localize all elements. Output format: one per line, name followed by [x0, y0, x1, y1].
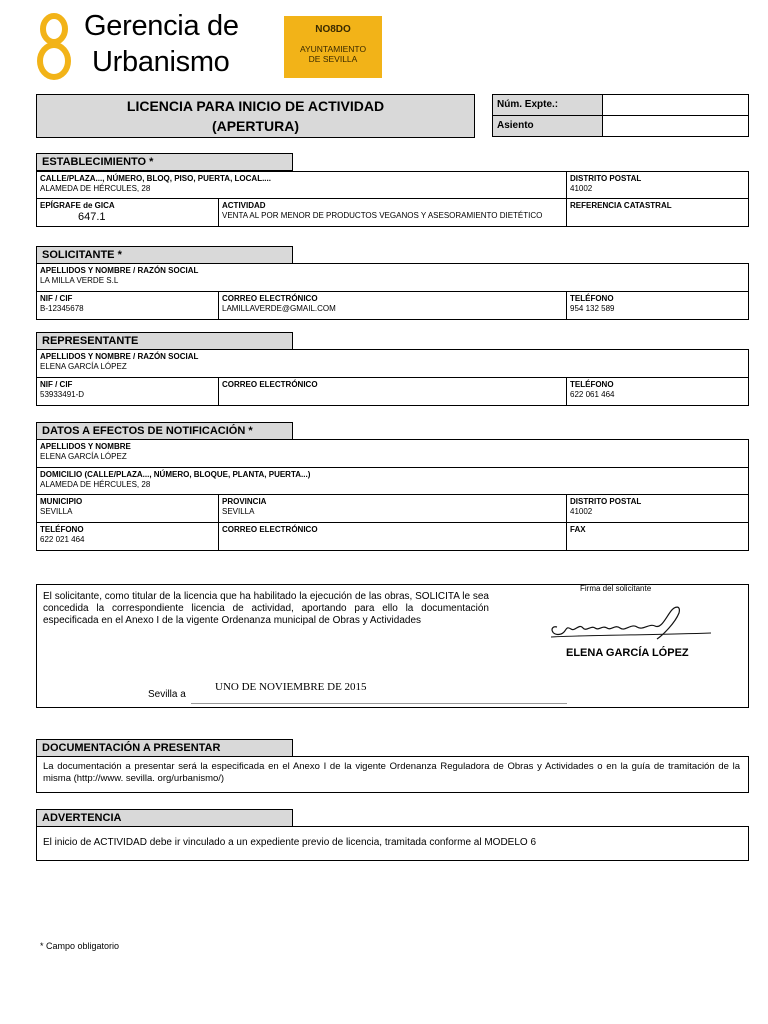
representante-nif-field[interactable]: [36, 377, 219, 406]
expediente-field[interactable]: [602, 94, 749, 116]
asiento-label-cell: [492, 115, 603, 137]
establecimiento-calle-value: ALAMEDA DE HÉRCULES, 28: [40, 184, 151, 193]
ayuntamiento-logo: [284, 16, 382, 78]
representante-telefono-label: TELÉFONO: [570, 380, 614, 389]
notificacion-municipio-value: SEVILLA: [40, 507, 73, 516]
notificacion-provincia-label: PROVINCIA: [222, 497, 267, 506]
notificacion-nombre-label: APELLIDOS Y NOMBRE: [40, 442, 131, 451]
notificacion-distrito-label: DISTRITO POSTAL: [570, 497, 642, 506]
notificacion-telefono-label: TELÉFONO: [40, 525, 84, 534]
establecimiento-distrito-value: 41002: [570, 184, 593, 193]
solicitante-correo-label: CORREO ELECTRÓNICO: [222, 294, 318, 303]
solicitud-box: [36, 584, 749, 708]
asiento-label: Asiento: [497, 120, 534, 131]
documentacion-text: La documentación a presentar será la especificada en el Anexo I de la vigente Ordenanza Reguladora de Obras y Actividades o en la guía de tramitación de la misma (http://www. sevilla. org/urbanismo/): [43, 761, 740, 784]
form-title-line1: LICENCIA PARA INICIO DE ACTIVIDAD: [126, 98, 385, 114]
section-header-notificacion: DATOS A EFECTOS DE NOTIFICACIÓN *: [36, 422, 293, 440]
notificacion-correo-field[interactable]: [218, 522, 567, 551]
representante-nif-label: NIF / CIF: [40, 380, 73, 389]
establecimiento-calle-label: CALLE/PLAZA..., NÚMERO, BLOQ, PISO, PUERTA, LOCAL....: [40, 174, 271, 183]
establecimiento-calle-field[interactable]: [36, 171, 567, 199]
notificacion-provincia-value: SEVILLA: [222, 507, 255, 516]
representante-nombre-field[interactable]: [36, 349, 749, 378]
advertencia-box: [36, 826, 749, 861]
solicitante-nombre-value: LA MILLA VERDE S.L: [40, 276, 119, 285]
actividad-label: ACTIVIDAD: [222, 201, 266, 210]
notificacion-nombre-field[interactable]: [36, 439, 749, 468]
brand-title-line2: Urbanismo: [92, 46, 230, 78]
form-title: [36, 94, 475, 138]
solicitante-telefono-field[interactable]: [566, 291, 749, 320]
footnote-campo-obligatorio: * Campo obligatorio: [40, 941, 120, 951]
notificacion-correo-label: CORREO ELECTRÓNICO: [222, 525, 318, 534]
actividad-field[interactable]: [218, 198, 567, 227]
epigrafe-value: 647.1: [78, 211, 106, 223]
fecha-underline: [191, 703, 567, 704]
section-header-documentacion: DOCUMENTACIÓN A PRESENTAR: [36, 739, 293, 757]
firma-label: Firma del solicitante: [580, 584, 652, 593]
notificacion-domicilio-label: DOMICILIO (CALLE/PLAZA..., NÚMERO, BLOQUE, PLANTA, PUERTA...): [40, 470, 311, 479]
solicitante-nif-value: B-12345678: [40, 304, 84, 313]
epigrafe-label: EPÍGRAFE de GICA: [40, 201, 115, 210]
notificacion-distrito-field[interactable]: [566, 494, 749, 523]
lugar-label: Sevilla a: [148, 689, 186, 700]
referencia-catastral-field[interactable]: [566, 198, 749, 227]
notificacion-provincia-field[interactable]: [218, 494, 567, 523]
representante-correo-label: CORREO ELECTRÓNICO: [222, 380, 318, 389]
fecha-value[interactable]: UNO DE NOVIEMBRE DE 2015: [215, 681, 367, 693]
section-header-solicitante: SOLICITANTE *: [36, 246, 293, 264]
notificacion-domicilio-field[interactable]: [36, 467, 749, 495]
gerencia-eight-logo-icon: [36, 12, 72, 80]
representante-nif-value: 53933491-D: [40, 390, 85, 399]
asiento-field[interactable]: [602, 115, 749, 137]
notificacion-fax-field[interactable]: [566, 522, 749, 551]
section-header-advertencia: ADVERTENCIA: [36, 809, 293, 827]
solicitante-nif-field[interactable]: [36, 291, 219, 320]
establecimiento-distrito-field[interactable]: [566, 171, 749, 199]
solicitante-correo-field[interactable]: [218, 291, 567, 320]
firmante-name: ELENA GARCÍA LÓPEZ: [566, 647, 689, 659]
expediente-label: Núm. Expte.:: [497, 99, 559, 110]
notificacion-fax-label: FAX: [570, 525, 586, 534]
section-header-establecimiento: ESTABLECIMIENTO *: [36, 153, 293, 171]
representante-telefono-field[interactable]: [566, 377, 749, 406]
representante-nombre-label: APELLIDOS Y NOMBRE / RAZÓN SOCIAL: [40, 352, 199, 361]
nodo-mark: NO8DO: [315, 24, 351, 35]
representante-telefono-value: 622 061 464: [570, 390, 615, 399]
actividad-value: VENTA AL POR MENOR DE PRODUCTOS VEGANOS Y ASESORAMIENTO DIETÉTICO: [222, 211, 543, 220]
solicitante-nombre-label: APELLIDOS Y NOMBRE / RAZÓN SOCIAL: [40, 266, 199, 275]
ayuntamiento-line2: DE SEVILLA: [308, 54, 358, 64]
solicitante-nombre-field[interactable]: [36, 263, 749, 292]
notificacion-domicilio-value: ALAMEDA DE HÉRCULES, 28: [40, 480, 151, 489]
referencia-catastral-label: REFERENCIA CATASTRAL: [570, 201, 672, 210]
representante-nombre-value: ELENA GARCÍA LÓPEZ: [40, 362, 127, 371]
solicitante-correo-value: LAMILLAVERDE@GMAIL.COM: [222, 304, 336, 313]
expediente-label-cell: [492, 94, 603, 116]
solicitante-telefono-value: 954 132 589: [570, 304, 615, 313]
epigrafe-field[interactable]: [36, 198, 219, 227]
notificacion-distrito-value: 41002: [570, 507, 593, 516]
notificacion-telefono-field[interactable]: [36, 522, 219, 551]
signature-icon: [545, 601, 715, 645]
notificacion-municipio-field[interactable]: [36, 494, 219, 523]
advertencia-text: El inicio de ACTIVIDAD debe ir vinculado a un expediente previo de licencia, tramitada conforme al MODELO 6: [43, 837, 537, 848]
representante-correo-field[interactable]: [218, 377, 567, 406]
notificacion-telefono-value: 622 021 464: [40, 535, 85, 544]
notificacion-municipio-label: MUNICIPIO: [40, 497, 83, 506]
establecimiento-distrito-label: DISTRITO POSTAL: [570, 174, 642, 183]
notificacion-nombre-value: ELENA GARCÍA LÓPEZ: [40, 452, 127, 461]
solicitante-nif-label: NIF / CIF: [40, 294, 73, 303]
form-title-line2: (APERTURA): [211, 118, 300, 134]
documentacion-box: [36, 756, 749, 793]
solicitud-text: El solicitante, como titular de la licencia que ha habilitado la ejecución de las obras, SOLICITA le sea concedida la correspondiente licencia de actividad, aportando para ello la documentación especificada en el Anexo I de la vigente Ordenanza municipal de Obras y Actividades: [43, 591, 489, 626]
section-header-representante: REPRESENTANTE: [36, 332, 293, 350]
ayuntamiento-line1: AYUNTAMIENTO: [299, 44, 367, 54]
brand-title-line1: Gerencia de: [84, 10, 239, 42]
solicitante-telefono-label: TELÉFONO: [570, 294, 614, 303]
